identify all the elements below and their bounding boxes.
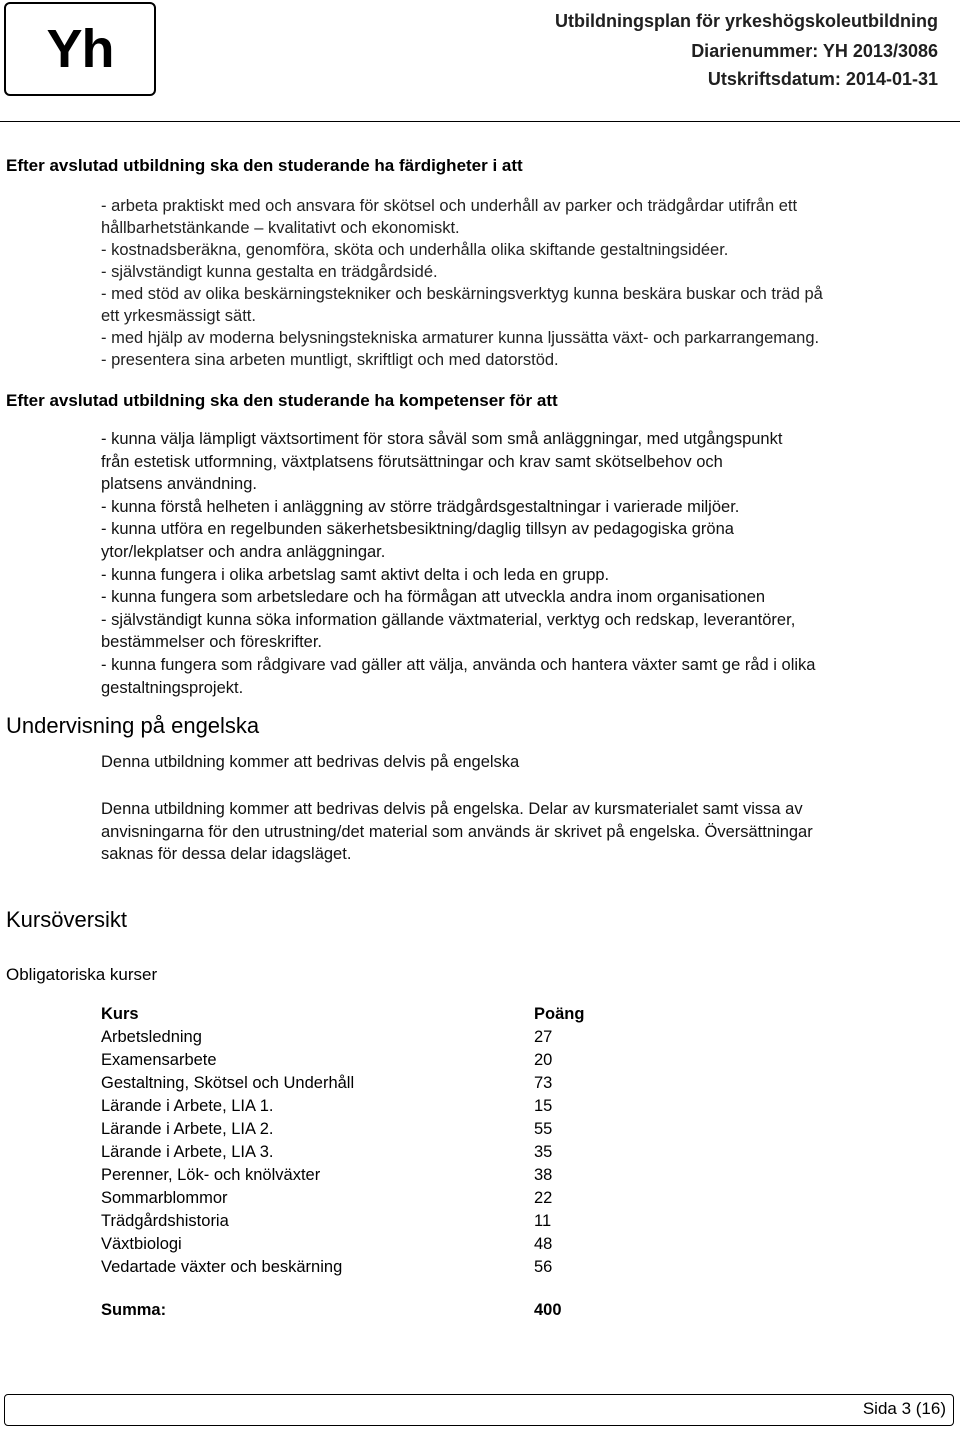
- fardigheter-list: [101, 195, 951, 371]
- kompetenser-list: [101, 428, 951, 699]
- list-item: - självständigt kunna gestalta en trädgårdsidé.: [101, 263, 438, 281]
- list-item: - med hjälp av moderna belysningstekniska armaturer kunna ljussätta växt- och parkarrangemang.: [101, 329, 820, 347]
- list-item: - med stöd av olika beskärningstekniker och beskärningsverktyg kunna beskära buskar och träd på: [101, 285, 823, 303]
- course-points: 55: [534, 1120, 553, 1138]
- table-row: [101, 1233, 553, 1256]
- course-name: Arbetsledning: [101, 1028, 202, 1046]
- course-points: 38: [534, 1166, 553, 1184]
- table-row: [101, 1072, 553, 1095]
- document-title: Utbildningsplan för yrkeshögskoleutbildning: [554, 11, 938, 31]
- table-row: [101, 1210, 552, 1233]
- kursoversikt-heading: Kursöversikt: [6, 907, 128, 932]
- table-row: [101, 1141, 553, 1164]
- course-points: 27: [534, 1028, 553, 1046]
- course-name: Sommarblommor: [101, 1189, 228, 1207]
- list-item: - kunna förstå helheten i anläggning av större trädgårdsgestaltningar i varierade miljöer.: [101, 497, 740, 516]
- table-row: [101, 1095, 553, 1118]
- column-kurs: Kurs: [101, 1005, 139, 1023]
- kompetenser-heading: Efter avslutad utbildning ska den studerande ha kompetenser för att: [6, 391, 558, 410]
- fardigheter-heading: Efter avslutad utbildning ska den studerande ha färdigheter i att: [6, 156, 523, 175]
- course-name: Lärande i Arbete, LIA 2.: [101, 1120, 274, 1138]
- diarienummer: Diarienummer: YH 2013/3086: [691, 41, 938, 61]
- summa-label: Summa:: [101, 1301, 167, 1319]
- engelska-heading: Undervisning på engelska: [6, 713, 260, 738]
- course-points: 22: [534, 1189, 553, 1207]
- list-item: - kunna fungera som arbetsledare och ha förmågan att utveckla andra inom organisationen: [101, 588, 766, 607]
- course-name: Examensarbete: [101, 1051, 217, 1069]
- table-row: [101, 1049, 553, 1072]
- page-number: Sida 3 (16): [862, 1399, 946, 1418]
- list-item: bestämmelser och föreskrifter.: [101, 633, 322, 652]
- course-points: 20: [534, 1051, 553, 1069]
- course-points: 56: [534, 1258, 553, 1276]
- list-item: gestaltningsprojekt.: [101, 678, 244, 697]
- engelska-summary: Denna utbildning kommer att bedrivas delvis på engelska: [101, 753, 520, 771]
- course-name: Vedartade växter och beskärning: [101, 1258, 343, 1276]
- course-points: 35: [534, 1143, 553, 1161]
- list-item: hållbarhetstänkande – kvalitativt och ekonomiskt.: [101, 219, 460, 237]
- course-points: 15: [534, 1097, 553, 1115]
- table-total: [101, 1299, 562, 1322]
- list-item: från estetisk utformning, växtplatsens förutsättningar och krav samt skötselbehov och: [101, 452, 723, 471]
- footer-frame: [4, 1394, 954, 1426]
- table-row: [101, 1164, 553, 1187]
- course-points: 73: [534, 1074, 553, 1092]
- course-name: Växtbiologi: [101, 1235, 182, 1253]
- paragraph-line: saknas för dessa delar idagsläget.: [101, 845, 352, 864]
- table-row: [101, 1026, 553, 1049]
- list-item: - kunna fungera i olika arbetslag samt aktivt delta i och leda en grupp.: [101, 565, 610, 584]
- course-name: Trädgårdshistoria: [101, 1212, 229, 1230]
- list-item: - presentera sina arbeten muntligt, skriftligt och med datorstöd.: [101, 351, 559, 369]
- list-item: - självständigt kunna söka information gällande växtmaterial, verktyg och redskap, leverantörer,: [101, 610, 796, 629]
- course-name: Lärande i Arbete, LIA 1.: [101, 1097, 274, 1115]
- list-item: - kunna välja lämpligt växtsortiment för stora såväl som små anläggningar, med utgångspunkt: [101, 430, 783, 448]
- paragraph-line: Denna utbildning kommer att bedrivas delvis på engelska. Delar av kursmaterialet samt vissa av: [101, 800, 803, 818]
- yh-logo: Yh: [4, 2, 156, 96]
- course-name: Gestaltning, Skötsel och Underhåll: [101, 1074, 355, 1092]
- list-item: - kostnadsberäkna, genomföra, sköta och underhålla olika skiftande gestaltningsidéer.: [101, 241, 729, 259]
- list-item: - kunna fungera som rådgivare vad gäller att välja, använda och hantera växter samt ge råd i olika: [101, 655, 816, 674]
- table-row: [101, 1256, 553, 1279]
- obligatoriska-heading: Obligatoriska kurser: [6, 965, 158, 984]
- list-item: ytor/lekplatser och andra anläggningar.: [101, 542, 386, 561]
- summa-value: 400: [534, 1301, 562, 1319]
- course-points: 11: [534, 1212, 552, 1230]
- print-date: Utskriftsdatum: 2014-01-31: [707, 69, 938, 89]
- engelska-description: [101, 798, 951, 866]
- table-header: [101, 1003, 585, 1026]
- table-row: [101, 1118, 553, 1141]
- course-name: Perenner, Lök- och knölväxter: [101, 1166, 321, 1184]
- list-item: - arbeta praktiskt med och ansvara för skötsel och underhåll av parker och trädgårdar utifrån ett: [101, 197, 798, 215]
- header-divider: [0, 121, 960, 122]
- list-item: platsens användning.: [101, 475, 257, 494]
- list-item: ett yrkesmässigt sätt.: [101, 307, 256, 325]
- course-points: 48: [534, 1235, 553, 1253]
- paragraph-line: anvisningarna för den utrustning/det material som används är skrivet på engelska. Översättningar: [101, 822, 813, 841]
- course-name: Lärande i Arbete, LIA 3.: [101, 1143, 274, 1161]
- column-poang: Poäng: [534, 1005, 585, 1023]
- table-row: [101, 1187, 553, 1210]
- list-item: - kunna utföra en regelbunden säkerhetsbesiktning/daglig tillsyn av pedagogiska gröna: [101, 520, 734, 539]
